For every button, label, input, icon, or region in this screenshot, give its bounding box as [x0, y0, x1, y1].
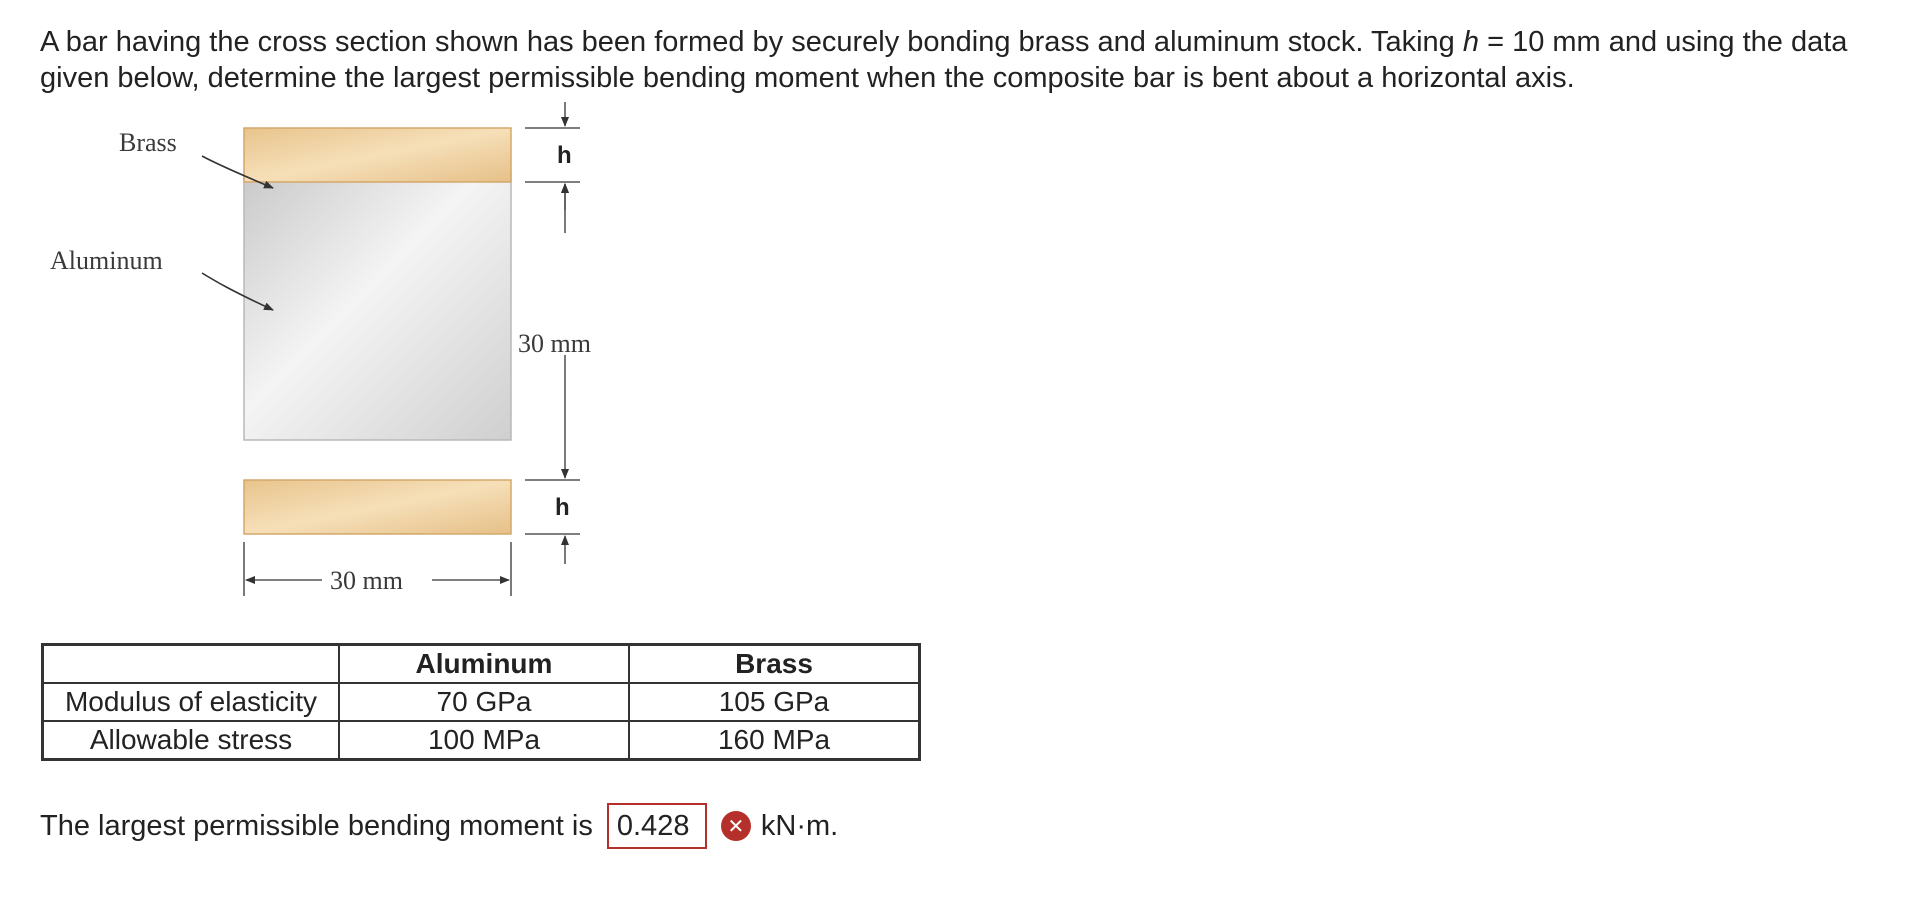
- cross-section-svg: [40, 118, 640, 608]
- header-cell-brass: Brass: [629, 645, 920, 684]
- row-label-allowable-stress: Allowable stress: [43, 721, 340, 760]
- row-label-modulus: Modulus of elasticity: [43, 683, 340, 721]
- table-header-row: [43, 645, 920, 684]
- h-bottom-label: h: [555, 494, 570, 521]
- width-dim-label: 30 mm: [330, 566, 403, 595]
- answer-row: [40, 804, 838, 848]
- problem-statement: [40, 24, 1900, 96]
- wrong-icon: ✕: [721, 811, 751, 841]
- h-top-label: h: [557, 142, 572, 169]
- brass-label: Brass: [119, 128, 177, 157]
- table-row: [43, 721, 920, 760]
- aluminum-label: Aluminum: [50, 246, 163, 275]
- brass-bottom-layer: [244, 480, 511, 534]
- material-properties-table: [41, 643, 921, 761]
- cell-aluminum-stress: 100 MPa: [339, 721, 629, 760]
- brass-top-layer: [244, 128, 511, 182]
- table-row: [43, 683, 920, 721]
- answer-prompt: The largest permissible bending moment is: [40, 809, 593, 842]
- header-cell-empty: [43, 645, 340, 684]
- answer-unit: kN·m.: [760, 809, 839, 842]
- problem-text-part2: = 10 mm and using the data given below, determine the largest permissible bending moment when the composite bar is bent about a horizontal axis.: [40, 26, 1848, 94]
- cell-aluminum-modulus: 70 GPa: [339, 683, 629, 721]
- cell-brass-stress: 160 MPa: [629, 721, 920, 760]
- aluminum-core: [244, 172, 511, 440]
- answer-input[interactable]: 0.428: [607, 803, 707, 849]
- problem-text-part1: A bar having the cross section shown has been formed by securely bonding brass and aluminum stock. Taking: [40, 26, 1463, 58]
- variable-h: h: [1462, 26, 1480, 58]
- header-cell-aluminum: Aluminum: [339, 645, 629, 684]
- cross-section-figure: [40, 118, 640, 608]
- height-dim-label: 30 mm: [518, 329, 591, 358]
- cell-brass-modulus: 105 GPa: [629, 683, 920, 721]
